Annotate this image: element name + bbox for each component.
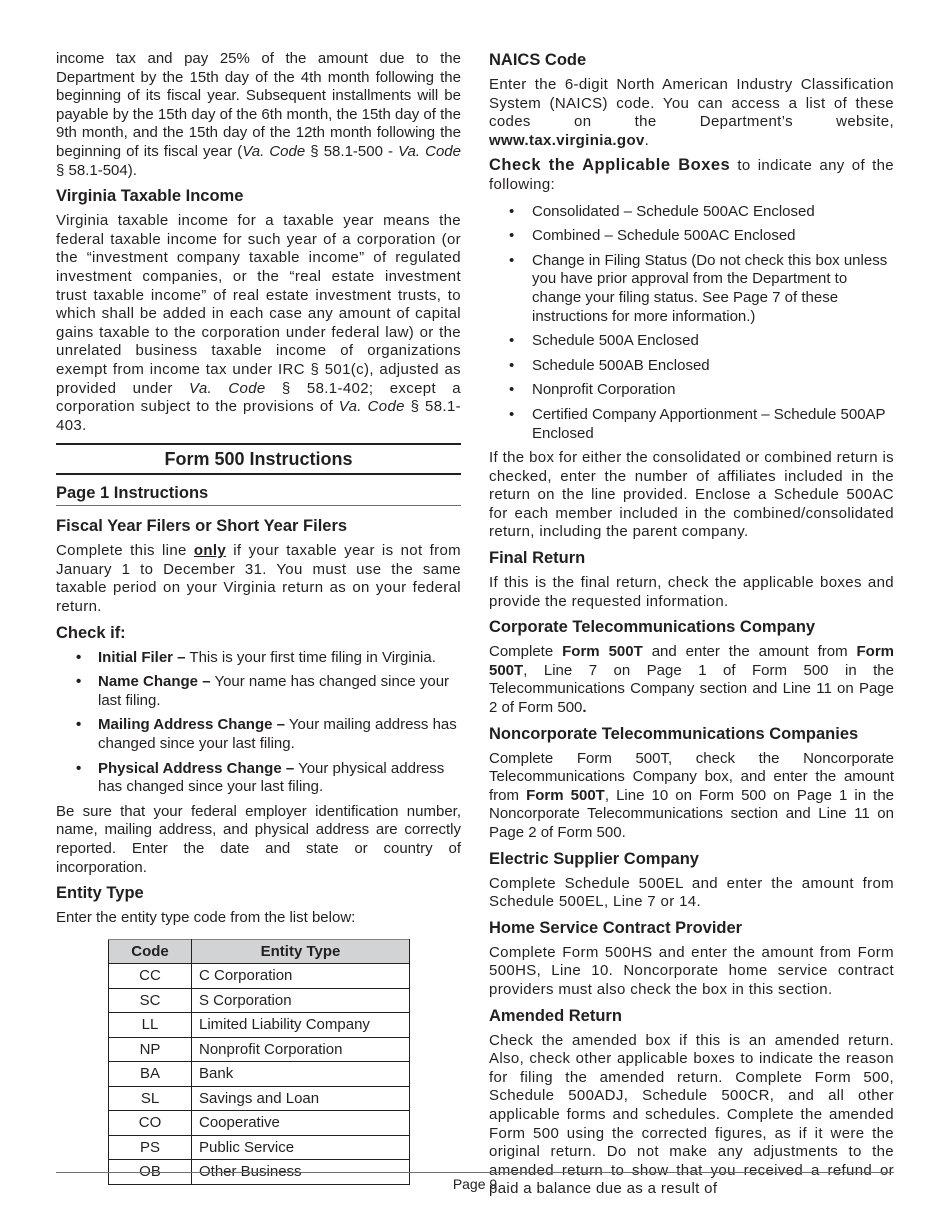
amended-return-paragraph: Check the amended box if this is an amended return. Also, check other applicable boxes to indicate the reason for filing the amended return. Complete Form 500, Schedule 500ADJ, Schedule 500CR, and all other applicable forms and schedules. Complete the amended Form 500 using the corrected figures, as if it were the original return. Do not make any adjustments to the amended return to show that you received a refund or paid a balance due as a result of (489, 1031, 894, 1198)
list-item: • Initial Filer – This is your first time filing in Virginia. (76, 648, 436, 666)
bullet-icon: • (76, 648, 82, 666)
table-row (109, 1135, 410, 1160)
table-row (109, 964, 410, 989)
cell-entity-type: Limited Liability Company (192, 1013, 410, 1038)
entity-type-heading: Entity Type (56, 884, 144, 903)
bullet-icon: • (76, 673, 82, 691)
final-return-paragraph: If this is the final return, check the applicable boxes and provide the requested information. (489, 574, 894, 610)
cell-entity-type: Bank (192, 1062, 410, 1087)
cell-code: NP (109, 1037, 192, 1062)
home-service-heading: Home Service Contract Provider (489, 918, 743, 937)
cell-entity-type: Nonprofit Corporation (192, 1037, 410, 1062)
page-number: Page 9 (452, 1176, 498, 1192)
entity-type-table (108, 939, 410, 1185)
list-item: • Schedule 500A Enclosed (509, 332, 699, 350)
bullet-icon: • (76, 716, 82, 734)
list-item: • Change in Filing Status (Do not check this box unless you have prior approval from the Department to change your filing status. See Page 7 of these instructions for more information.) (509, 251, 888, 325)
cell-entity-type: S Corporation (192, 988, 410, 1013)
cell-code: PS (109, 1135, 192, 1160)
column-header-entity-type: Entity Type (192, 939, 410, 964)
applicable-boxes-intro: Check the Applicable Boxes to indicate any of the following: (489, 156, 895, 193)
cell-entity-type: Cooperative (192, 1111, 410, 1136)
cell-code: LL (109, 1013, 192, 1038)
bullet-icon: • (509, 202, 515, 220)
naics-code-heading: NAICS Code (489, 51, 587, 69)
table-row (109, 1062, 410, 1087)
cell-code: CC (109, 964, 192, 989)
fiscal-year-filers-heading: Fiscal Year Filers or Short Year Filers (56, 517, 348, 536)
cell-code: BA (109, 1062, 192, 1087)
column-header-code: Code (109, 939, 192, 964)
bullet-icon: • (509, 332, 515, 350)
cell-code: OB (109, 1160, 192, 1185)
electric-supplier-heading: Electric Supplier Company (489, 849, 699, 868)
electric-supplier-paragraph: Complete Schedule 500EL and enter the amount from Schedule 500EL, Line 7 or 14. (489, 874, 894, 911)
applicable-boxes-list (497, 203, 894, 444)
list-item: • Physical Address Change – Your physical address has changed since your last filing. (76, 759, 445, 796)
check-if-heading: Check if: (56, 623, 126, 642)
bullet-icon: • (76, 759, 82, 777)
final-return-heading: Final Return (489, 549, 586, 568)
cell-entity-type: Public Service (192, 1135, 410, 1160)
virginia-taxable-income-paragraph: Virginia taxable income for a taxable year means the federal taxable income for such year of a corporation (or the “investment company taxable income” of regulated investment companies, or the “real estate investment trust taxable income” of real estate investment trusts, to which shall be added in each case any amount of capital gains taxable to the corporation under federal law) or the unrelated business taxable income of organizations exempt from income tax under IRC § 501(c), adjusted as provided under Va. Code § 58.1-402; except a corporation subject to the provisions of Va. Code § 58.1-403. (56, 212, 461, 434)
bullet-icon: • (509, 251, 515, 269)
footer-divider (56, 1172, 894, 1173)
list-item: • Nonprofit Corporation (509, 381, 676, 399)
list-item: • Certified Company Apportionment – Schedule 500AP Enclosed (509, 405, 886, 442)
table-row (109, 1086, 410, 1111)
page-1-instructions-heading: Page 1 Instructions (56, 482, 461, 506)
fiscal-year-paragraph: Complete this line only if your taxable year is not from January 1 to December 31. You must use the same taxable period on your Virginia return as on your federal return. (56, 542, 462, 616)
list-item: • Mailing Address Change – Your mailing address has changed since your last filing. (76, 716, 457, 753)
cell-code: SC (109, 988, 192, 1013)
affiliates-paragraph: If the box for either the consolidated or combined return is checked, enter the number of affiliates included in the return on the line provided. Enclose a Schedule 500AC for each member included in the combined/consolidated return, including the parent company. (489, 449, 894, 541)
table-row (109, 1037, 410, 1062)
table-row (109, 1013, 410, 1038)
naics-paragraph: Enter the 6-digit North American Industry Classification System (NAICS) code. You can access a list of these codes on the Department’s website, www.tax.virginia.gov. (489, 76, 894, 149)
list-item: • Consolidated – Schedule 500AC Enclosed (509, 202, 815, 220)
right-column (489, 50, 894, 1205)
cell-code: CO (109, 1111, 192, 1136)
corporate-telecom-paragraph: Complete Form 500T and enter the amount from Form 500T, Line 7 on Page 1 of Form 500 in the Telecommunications Company section and Line 11 on Page 2 of Form 500. (489, 643, 895, 717)
cell-entity-type: Other Business (192, 1160, 410, 1185)
bullet-icon: • (509, 227, 515, 245)
fein-paragraph: Be sure that your federal employer identification number, name, mailing address, and physical address are correctly reported. Enter the date and state or country of incorporation. (56, 802, 461, 876)
list-item: • Schedule 500AB Enclosed (509, 356, 710, 374)
bullet-icon: • (509, 356, 515, 374)
tax-website-link[interactable]: www.tax.virginia.gov (489, 131, 645, 149)
cell-entity-type: Savings and Loan (192, 1086, 410, 1111)
cell-code: SL (109, 1086, 192, 1111)
cell-entity-type: C Corporation (192, 964, 410, 989)
bullet-icon: • (509, 381, 515, 399)
corporate-telecom-heading: Corporate Telecommunications Company (489, 618, 816, 637)
virginia-taxable-income-heading: Virginia Taxable Income (56, 187, 244, 206)
check-if-list (56, 649, 461, 797)
list-item: • Name Change – Your name has changed since your last filing. (76, 673, 450, 709)
installment-paragraph: income tax and pay 25% of the amount due to the Department by the 15th day of the 4th month following the beginning of its fiscal year. Subsequent installments will be payable by the 15th day of the 6th month, the 15th day of the 9th month, and the 15th day of the 12th month following the beginning of its fiscal year (Va. Code § 58.1-500 - Va. Code § 58.1-504). (56, 50, 461, 179)
noncorporate-telecom-heading: Noncorporate Telecommunications Companies (489, 724, 859, 743)
table-row (109, 1111, 410, 1136)
table-header-row (109, 939, 410, 964)
form-500-instructions-heading: Form 500 Instructions (56, 443, 461, 475)
home-service-paragraph: Complete Form 500HS and enter the amount from Form 500HS, Line 10. Noncorporate home service contract providers must also check the box in this section. (489, 943, 894, 998)
left-column (56, 50, 461, 1185)
entity-type-intro: Enter the entity type code from the list below: (56, 909, 356, 927)
amended-return-heading: Amended Return (489, 1006, 622, 1025)
noncorporate-telecom-paragraph: Complete Form 500T, check the Noncorporate Telecommunications Company box, and enter the amount from Form 500T, Line 10 on Form 500 on Page 1 in the Noncorporate Telecommunications section and Line 11 on Page 2 of Form 500. (489, 749, 895, 841)
list-item: • Combined – Schedule 500AC Enclosed (509, 227, 796, 245)
table-row (109, 988, 410, 1013)
bullet-icon: • (509, 405, 515, 423)
